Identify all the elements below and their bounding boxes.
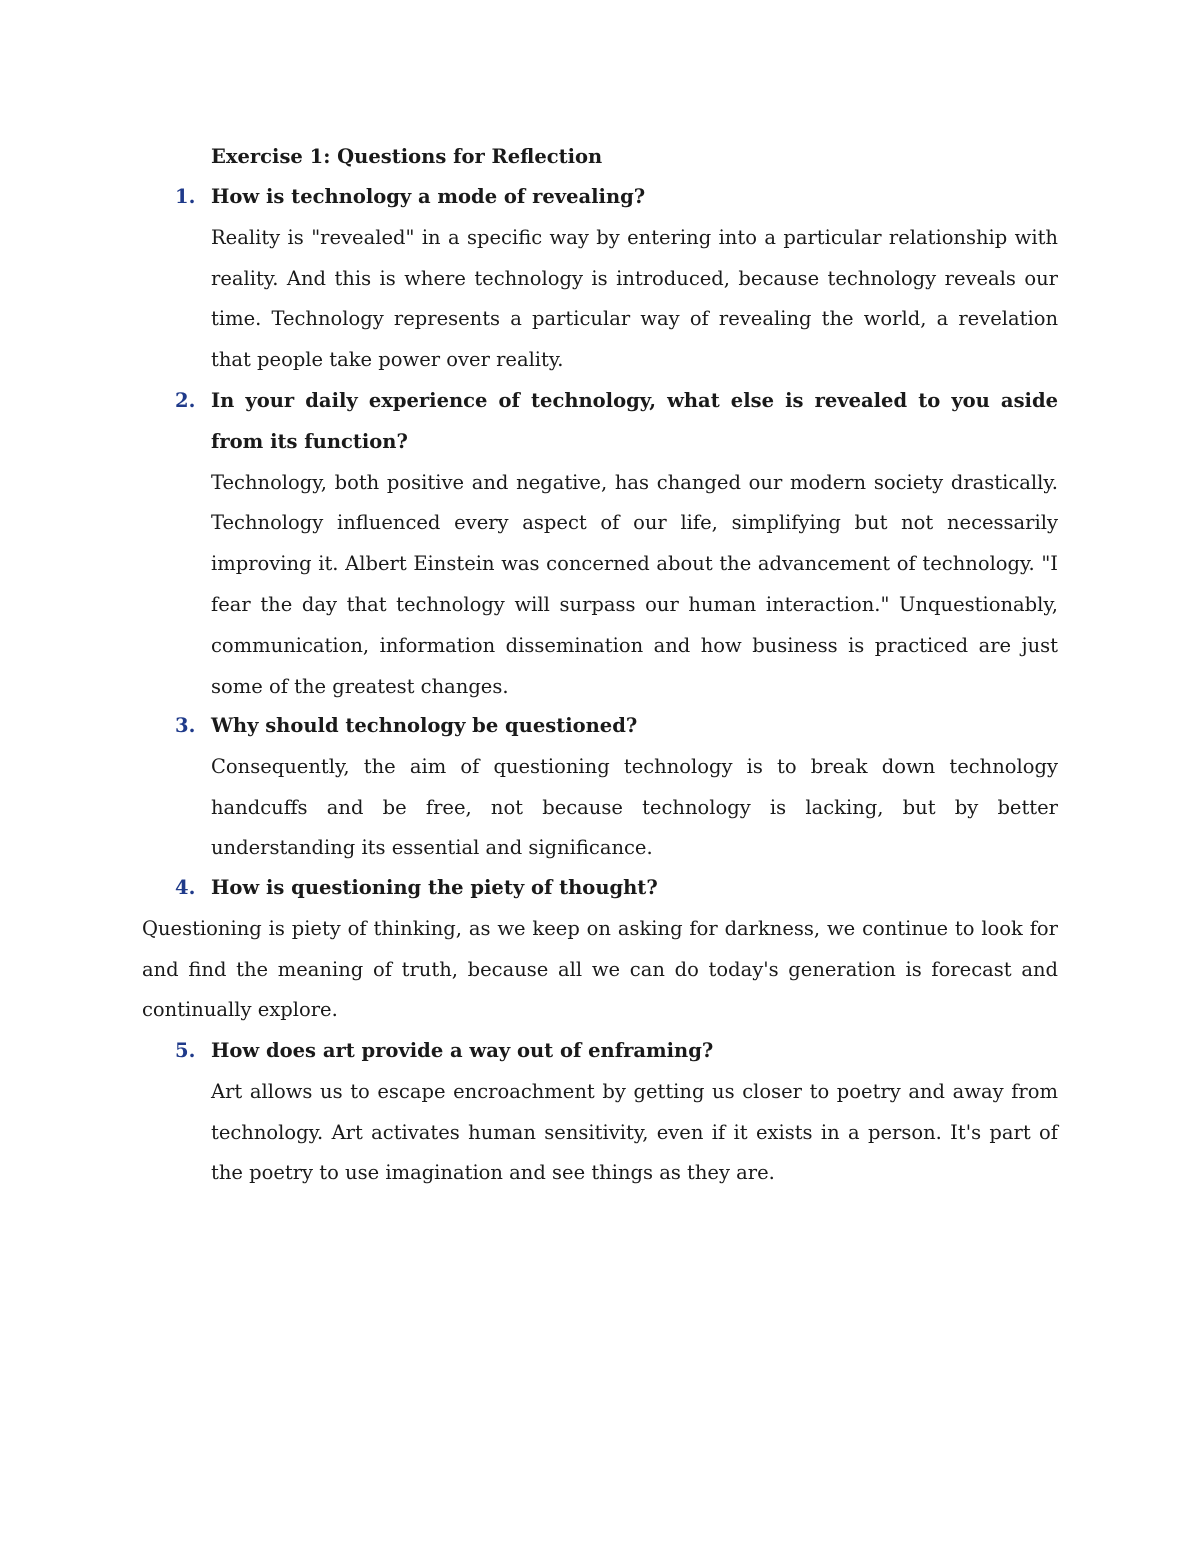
question-text-3: Why should technology be questioned? <box>211 714 638 737</box>
question-block-3 <box>142 706 1058 869</box>
question-number-1: 1. <box>175 185 196 208</box>
question-5 <box>142 1031 1058 1072</box>
question-4 <box>142 868 1058 909</box>
question-text-1: How is technology a mode of revealing? <box>211 185 646 208</box>
document-title: Exercise 1: Questions for Reflection <box>211 145 603 168</box>
answer-2: Technology, both positive and negative, has changed our modern society drastically. Technology influenced every aspect of our life, simplifying but not necessarily improving it. Albert Einstein was concerned about the advancement of technology. "I fear the day that technology will surpass our human interaction." Unquestionably, communication, information dissemination and how business is practiced are just some of the greatest changes. <box>211 470 1058 698</box>
question-number-2: 2. <box>175 389 196 412</box>
question-number-4: 4. <box>175 876 196 899</box>
question-block-2 <box>142 381 1058 707</box>
question-number-3: 3. <box>175 714 196 737</box>
question-block-1 <box>142 177 1058 381</box>
question-text-4: How is questioning the piety of thought? <box>211 876 658 899</box>
question-1 <box>142 177 1058 218</box>
question-number-5: 5. <box>175 1039 196 1062</box>
question-3 <box>142 706 1058 747</box>
question-block-4 <box>142 868 1058 1031</box>
question-text-5: How does art provide a way out of enframing? <box>211 1039 714 1062</box>
question-text-2: In your daily experience of technology, what else is revealed to you aside from its function? <box>211 389 1058 453</box>
answer-3: Consequently, the aim of questioning technology is to break down technology handcuffs and be free, not because technology is lacking, but by better understanding its essential and significance. <box>211 754 1058 860</box>
answer-5: Art allows us to escape encroachment by getting us closer to poetry and away from technology. Art activates human sensitivity, even if it exists in a person. It's part of the poetry to use imagination and see things as they are. <box>211 1079 1058 1185</box>
answer-1: Reality is "revealed" in a specific way by entering into a particular relationship with reality. And this is where technology is introduced, because technology reveals our time. Technology represents a particular way of revealing the world, a revelation that people take power over reality. <box>211 225 1058 372</box>
question-2 <box>142 381 1058 463</box>
answer-4: Questioning is piety of thinking, as we keep on asking for darkness, we continue to look for and find the meaning of truth, because all we can do today's generation is forecast and continually explore. <box>142 916 1058 1022</box>
question-block-5 <box>142 1031 1058 1194</box>
